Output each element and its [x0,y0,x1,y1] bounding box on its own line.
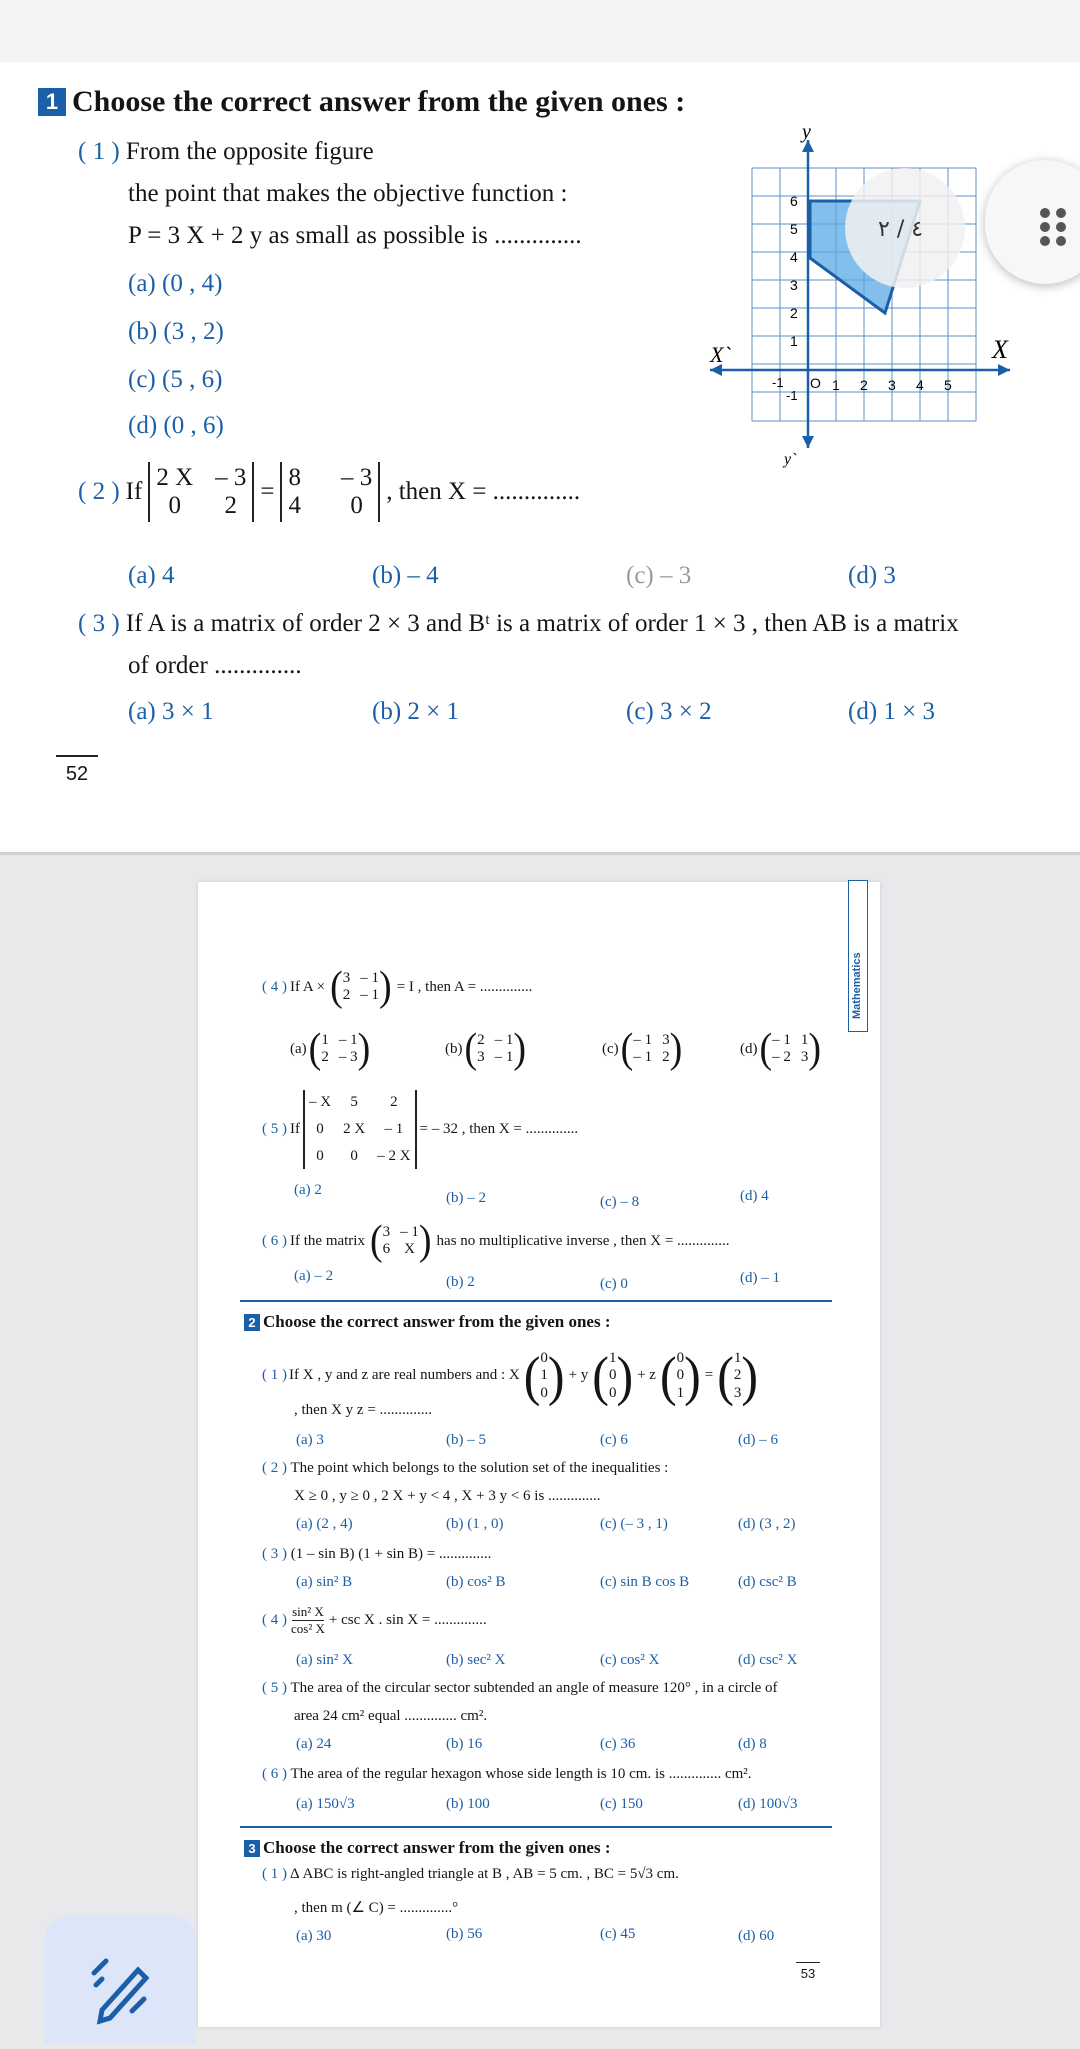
x-tick-2: 2 [860,377,868,393]
s2-q5-option-b[interactable]: (b) 16 [446,1736,483,1752]
q2-line [78,462,580,522]
p2-q6-option-d[interactable]: (d) – 1 [740,1270,780,1286]
p2-q5-line: ( 5 ) If – X 5 2 0 2 X – 1 0 0 – 2 X = – 32 , then X = .............. [262,1090,578,1169]
page-separator [0,852,1080,855]
p2-q5-option-b[interactable]: (b) – 2 [446,1190,486,1206]
q1-option-d[interactable]: (d) (0 , 6) [128,412,224,439]
q2-option-b[interactable]: (b) – 4 [372,562,439,589]
mathematics-side-tab: Mathematics [848,880,868,1032]
s3-q1-option-b[interactable]: (b) 56 [446,1926,483,1942]
q3-line1 [78,610,959,638]
x-prime-label: X` [710,342,731,367]
s2-q4-option-c[interactable]: (c) cos² X [600,1652,660,1668]
q3-number: ( 3 ) [78,610,120,637]
q1-text: From the opposite figure [125,138,374,165]
y-tick-6: 6 [790,193,798,209]
p2-q6-line: ( 6 ) If the matrix ( 3 – 1 6 X ) has no multiplicative inverse , then X = .............. [262,1217,730,1265]
edit-fab[interactable] [44,1915,196,2044]
p2-q4-line: ( 4 ) If A × ( 3 – 1 2 – 1 ) = I , then A = .............. [262,963,533,1011]
q3-option-b[interactable]: (b) 2 × 1 [372,698,459,725]
s3-q1-line2: , then m (∠ C) = ..............° [294,1900,459,1916]
s2-q6-option-a[interactable]: (a) 150√3 [296,1796,355,1812]
y-tick-1: 1 [790,333,798,349]
p2-q6-option-a[interactable]: (a) – 2 [294,1268,334,1284]
x-tick-3: 3 [888,377,896,393]
p2-q5-option-a[interactable]: (a) 2 [294,1182,322,1198]
section-3-heading: 3 Choose the correct answer from the given ones : [244,1838,611,1858]
q1-option-c[interactable]: (c) (5 , 6) [128,366,223,393]
q1-line3: P = 3 X + 2 y as small as possible is .............. [128,222,582,249]
p2-q4-number: ( 4 ) [262,978,287,995]
s2-q1-option-a[interactable]: (a) 3 [296,1432,324,1448]
s2-q6-option-d[interactable]: (d) 100√3 [738,1796,798,1812]
s2-q2-option-c[interactable]: (c) (– 3 , 1) [600,1516,668,1532]
s2-q6-line1: ( 6 ) The area of the regular hexagon whose side length is 10 cm. is .............. cm². [262,1766,752,1782]
status-bar [0,0,1080,62]
q1-line2: the point that makes the objective function : [128,180,568,207]
section-number: 1 [38,88,66,116]
q1-option-a[interactable]: (a) (0 , 4) [128,270,223,297]
q3-option-d[interactable]: (d) 1 × 3 [848,698,935,725]
q2-determinant-1: 2 X – 3 0 2 [148,462,254,522]
s2-q6-option-b[interactable]: (b) 100 [446,1796,490,1812]
x-tick-5: 5 [944,377,952,393]
page-number-53: 53 [796,1962,820,1981]
q1-line1 [78,138,374,166]
s2-q5-line1: ( 5 ) The area of the circular sector subtended an angle of measure 120° , in a circle of [262,1680,778,1696]
section-2-heading: 2 Choose the correct answer from the given ones : [244,1312,611,1332]
p2-q5-determinant: – X 5 2 0 2 X – 1 0 0 – 2 X [303,1090,417,1169]
x-tick-4: 4 [916,377,924,393]
s3-q1-option-a[interactable]: (a) 30 [296,1928,332,1944]
x-tick-1: 1 [832,377,840,393]
s2-q3-line: ( 3 ) (1 – sin B) (1 + sin B) = .............. [262,1546,492,1562]
q2-tail: , then X = .............. [386,478,581,505]
s2-q1-line2: , then X y z = .............. [294,1402,433,1418]
q2-determinant-2: 8 – 3 4 0 [280,462,380,522]
q3-option-c[interactable]: (c) 3 × 2 [626,698,712,725]
p2-q5-option-d[interactable]: (d) 4 [740,1188,769,1204]
s2-q1-line: ( 1 ) If X , y and z are real numbers and : X ( 0 1 0 ) + y ( 1 0 0 ) + z ( 0 0 1 ) = ( 1 2 3 ) [262,1345,759,1407]
p2-q6-number: ( 6 ) [262,1232,287,1249]
y-axis-label: y [802,128,811,143]
section-title: Choose the correct answer from the given ones : [72,85,686,118]
p2-q6-option-c[interactable]: (c) 0 [600,1276,628,1292]
y-prime-label: y` [784,451,797,468]
feasible-region-graph [700,128,1020,468]
origin-label: O [810,375,821,391]
s2-q5-option-a[interactable]: (a) 24 [296,1736,332,1752]
q1-number: ( 1 ) [78,138,120,165]
s3-q1-option-d[interactable]: (d) 60 [738,1928,775,1944]
q1-option-b[interactable]: (b) (3 , 2) [128,318,224,345]
s2-q1-option-d[interactable]: (d) – 6 [738,1432,778,1448]
s2-q1-option-b[interactable]: (b) – 5 [446,1432,486,1448]
p2-q6-option-b[interactable]: (b) 2 [446,1274,475,1290]
y-tick-5: 5 [790,221,798,237]
s2-q3-option-b[interactable]: (b) cos² B [446,1574,506,1590]
y-tick-3: 3 [790,277,798,293]
s2-q2-option-b[interactable]: (b) (1 , 0) [446,1516,504,1532]
s2-q3-option-a[interactable]: (a) sin² B [296,1574,353,1590]
q2-option-d[interactable]: (d) 3 [848,562,896,589]
neg-y-tick: -1 [786,388,798,403]
s2-q2-option-d[interactable]: (d) (3 , 2) [738,1516,796,1532]
q2-option-c[interactable]: (c) – 3 [626,562,692,589]
s2-q2-option-a[interactable]: (a) (2 , 4) [296,1516,353,1532]
s2-q6-option-c[interactable]: (c) 150 [600,1796,643,1812]
q2-option-a[interactable]: (a) 4 [128,562,175,589]
s2-q4-option-a[interactable]: (a) sin² X [296,1652,353,1668]
s2-q2-line2: X ≥ 0 , y ≥ 0 , 2 X + y < 4 , X + 3 y < 6 is .............. [294,1488,601,1504]
s2-q5-line2: area 24 cm² equal .............. cm². [294,1708,488,1724]
s2-q3-option-c[interactable]: (c) sin B cos B [600,1574,690,1590]
s2-q4-line: ( 4 ) sin² X cos² X + csc X . sin X = .............. [262,1604,487,1636]
divider [240,1300,832,1302]
divider-2 [240,1826,832,1828]
p2-q4-option-c[interactable]: (c) ( – 1 3 – 1 2 ) [602,1025,683,1073]
page-number-52: 52 [56,755,98,786]
q3-option-a[interactable]: (a) 3 × 1 [128,698,214,725]
p2-q4-option-d[interactable]: (d) ( – 1 1 – 2 3 ) [740,1025,822,1073]
s3-q1-line1: ( 1 ) Δ ABC is right-angled triangle at B , AB = 5 cm. , BC = 5√3 cm. [262,1866,679,1882]
p2-q4-option-a[interactable]: (a) ( 1 – 1 2 – 3 ) [290,1025,371,1073]
q2-number: ( 2 ) [78,478,120,505]
q2-if: If [125,478,143,505]
y-tick-4: 4 [790,249,798,265]
q3-line2: of order .............. [128,652,302,679]
s2-q4-option-b[interactable]: (b) sec² X [446,1652,506,1668]
s2-q4-option-d[interactable]: (d) csc² X [738,1652,798,1668]
s3-q1-option-c[interactable]: (c) 45 [600,1926,636,1942]
s2-q5-option-c[interactable]: (c) 36 [600,1736,636,1752]
s2-q3-option-d[interactable]: (d) csc² B [738,1574,797,1590]
p2-q5-number: ( 5 ) [262,1121,287,1137]
neg-x-tick: -1 [772,375,784,390]
q2-equals: = [260,478,275,505]
section-1-heading [38,85,685,119]
p2-q5-option-c[interactable]: (c) – 8 [600,1194,640,1210]
q3-text: If A is a matrix of order 2 × 3 and Bᵗ is a matrix of order 1 × 3 , then AB is a matrix [125,610,959,637]
y-tick-2: 2 [790,305,798,321]
s2-q2-line1: ( 2 ) The point which belongs to the solution set of the inequalities : [262,1460,669,1476]
page-indicator-text: ٤ / ٢ [878,217,924,242]
s2-q1-option-c[interactable]: (c) 6 [600,1432,628,1448]
s2-q5-option-d[interactable]: (d) 8 [738,1736,767,1752]
p2-q4-option-b[interactable]: (b) ( 2 – 1 3 – 1 ) [445,1025,527,1073]
x-axis-label: X [992,335,1008,364]
pencil-ruler-icon [44,1915,196,2044]
